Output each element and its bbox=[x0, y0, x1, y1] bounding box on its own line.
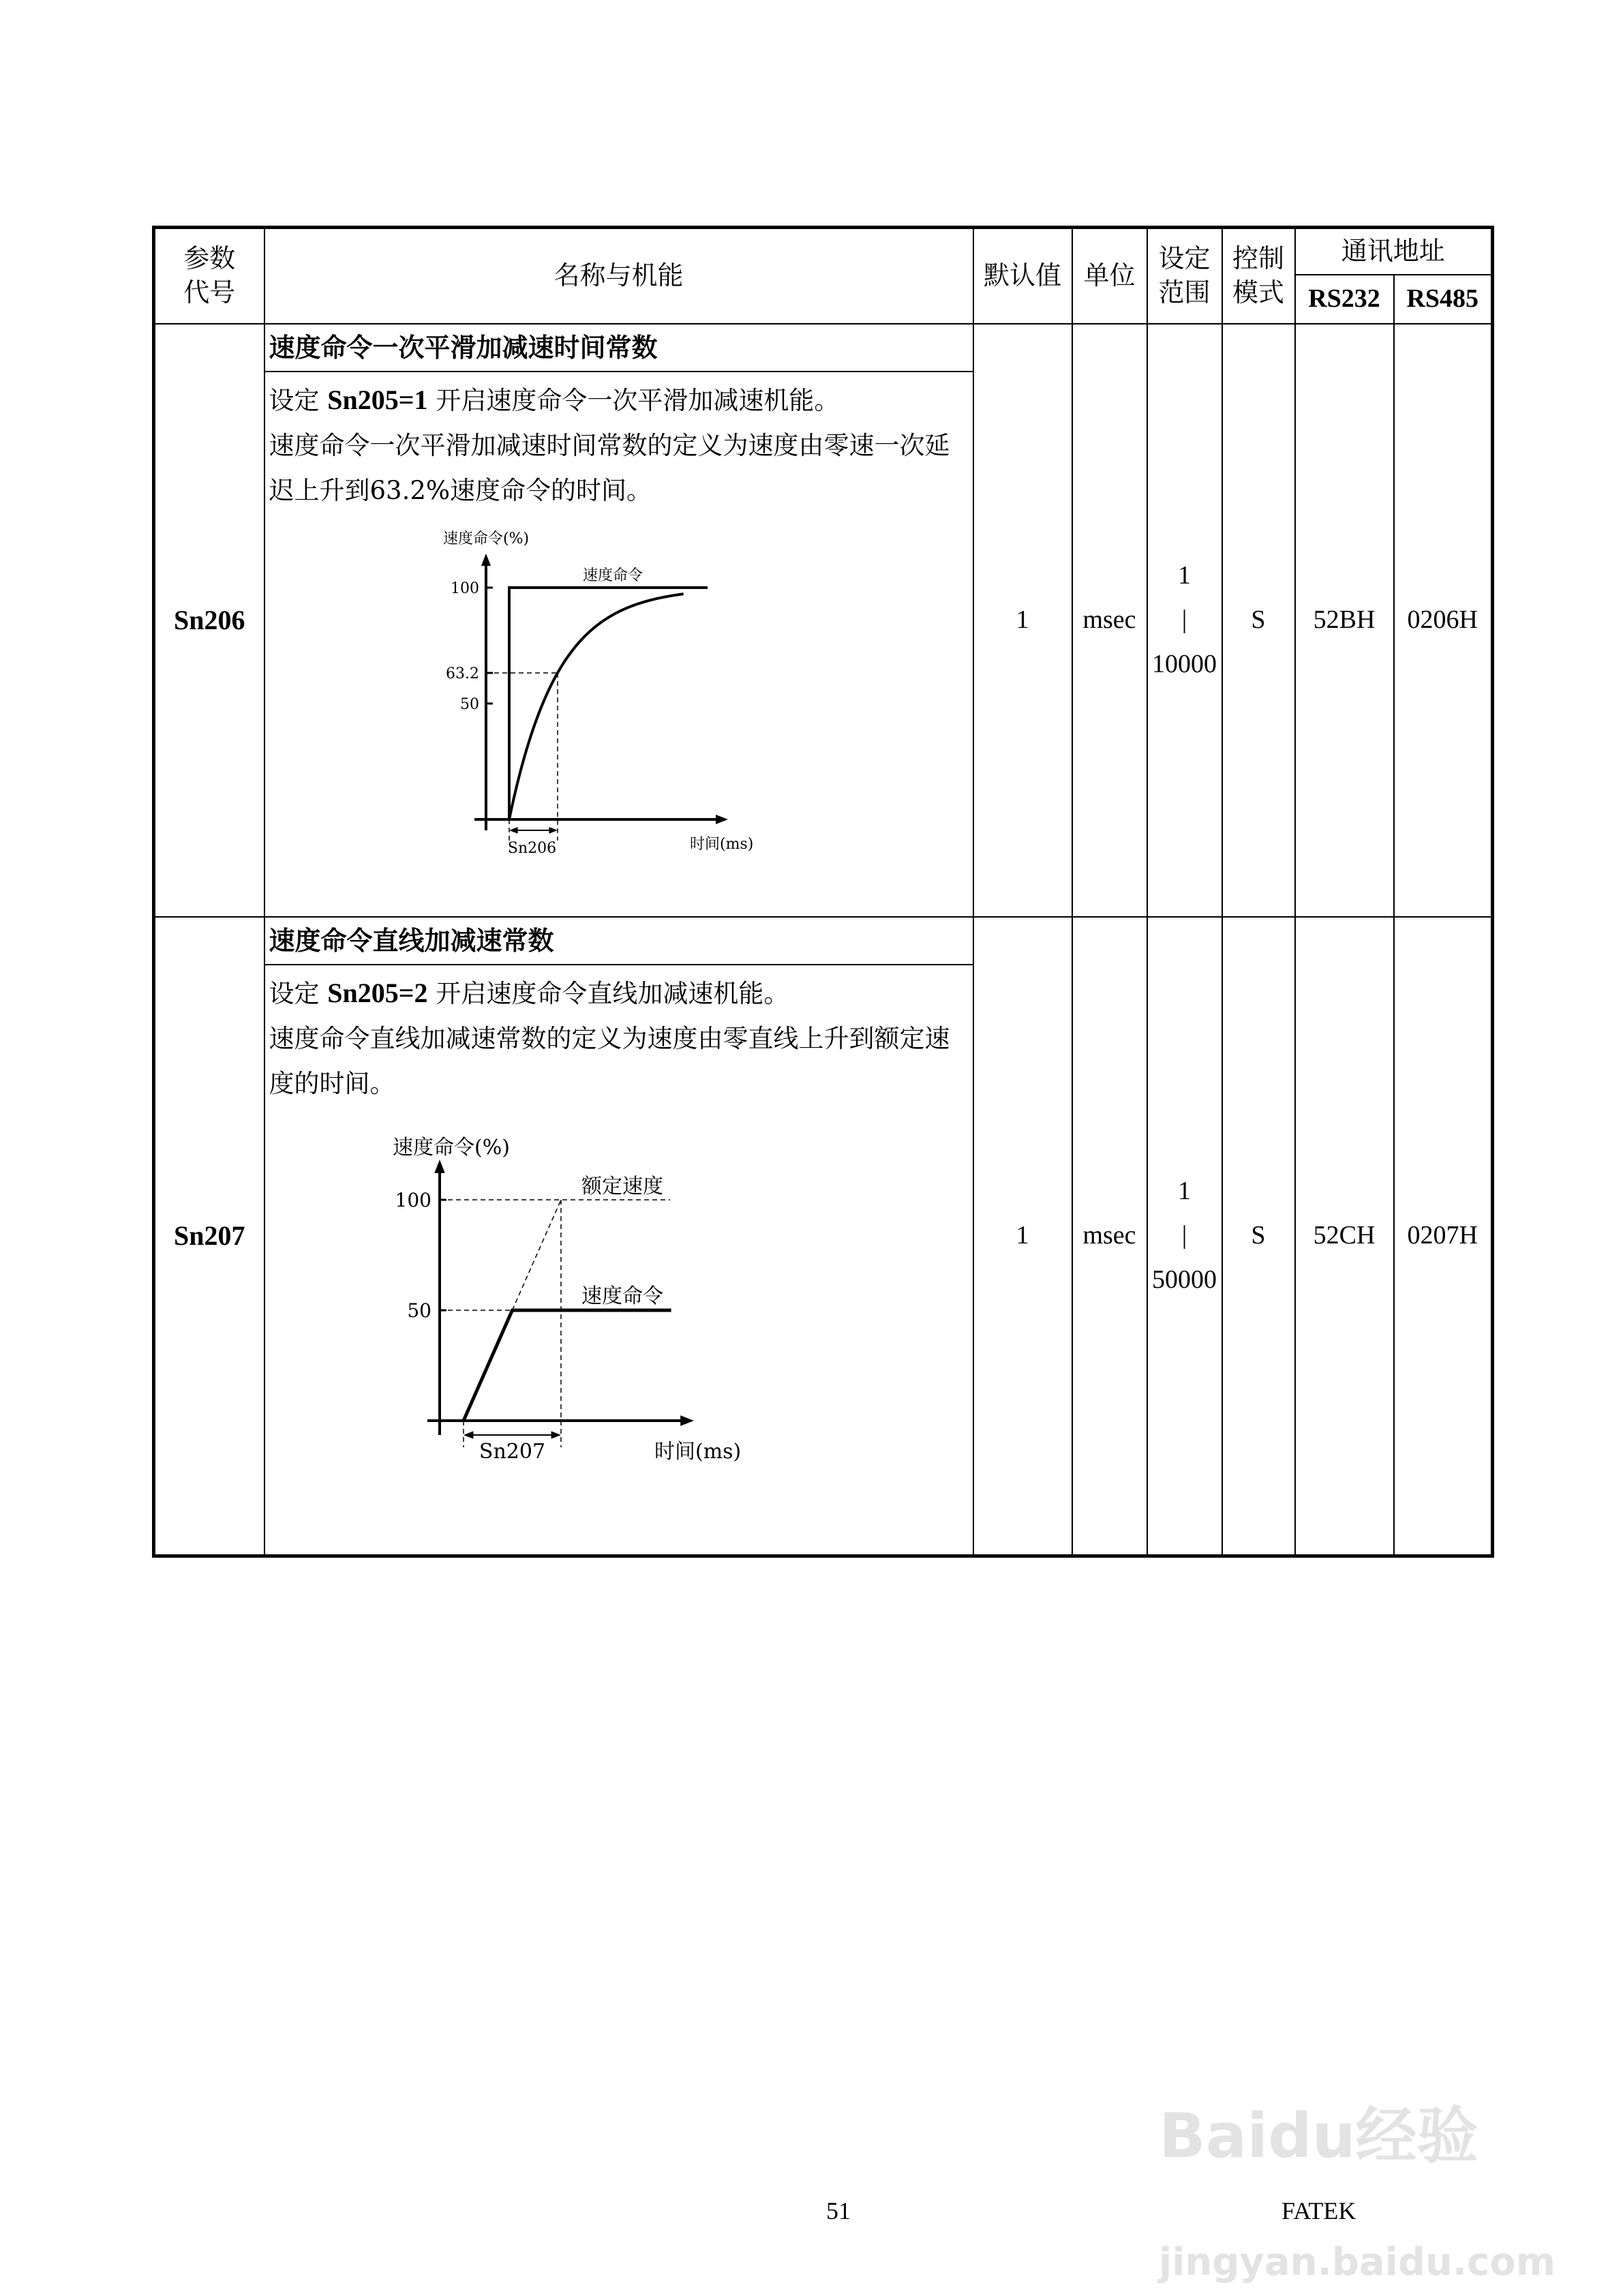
setting-value: Sn205=2 bbox=[327, 977, 428, 1008]
default-value: 1 bbox=[973, 917, 1072, 1556]
footer-brand: FATEK bbox=[1281, 2197, 1356, 2224]
parameter-table bbox=[152, 226, 1494, 1558]
rs232-address: 52BH bbox=[1295, 324, 1394, 917]
param-description bbox=[264, 324, 973, 917]
curve-label: 速度命令 bbox=[583, 567, 643, 584]
command-label: 速度命令 bbox=[581, 1284, 663, 1308]
interval-label: Sn206 bbox=[507, 840, 557, 857]
text: 设定 bbox=[269, 385, 328, 415]
range-max: 50000 bbox=[1152, 1265, 1217, 1295]
rated-speed-label: 额定速度 bbox=[581, 1175, 663, 1198]
y-tick-label: 63.2 bbox=[446, 665, 479, 683]
y-tick-label: 50 bbox=[407, 1299, 431, 1322]
range-value bbox=[1147, 324, 1222, 917]
range-sep: | bbox=[1181, 605, 1187, 634]
param-title: 速度命令一次平滑加减速时间常数 bbox=[265, 324, 973, 372]
range-min: 1 bbox=[1178, 561, 1191, 590]
header-text: 范围 bbox=[1158, 277, 1211, 307]
header-text: 设定 bbox=[1158, 243, 1211, 274]
header-param-code bbox=[154, 228, 264, 324]
range-min: 1 bbox=[1178, 1177, 1191, 1206]
y-axis-label: 速度命令(%) bbox=[443, 530, 530, 547]
rs485-address: 0206H bbox=[1394, 324, 1493, 917]
interval-label: Sn207 bbox=[479, 1440, 546, 1464]
header-text: 控制 bbox=[1232, 243, 1284, 274]
header-text: 代号 bbox=[183, 277, 236, 307]
watermark-logo: Baidu经验 bbox=[1159, 2100, 1478, 2172]
text: 速度命令一次平滑加减速时间常数的定义为速度由零速一次延迟上升到63.2%速度命令的时间。 bbox=[269, 430, 950, 505]
control-mode-value: S bbox=[1222, 917, 1295, 1556]
range-value bbox=[1147, 917, 1222, 1556]
header-control-mode bbox=[1222, 228, 1295, 324]
header-name-function: 名称与机能 bbox=[264, 228, 973, 324]
range-sep: | bbox=[1181, 1221, 1187, 1250]
watermark-url: jingyan.baidu.com bbox=[1159, 2240, 1556, 2284]
header-rs485: RS485 bbox=[1394, 275, 1493, 324]
unit-value: msec bbox=[1072, 917, 1147, 1556]
y-tick-label: 50 bbox=[460, 696, 479, 713]
unit-value: msec bbox=[1072, 324, 1147, 917]
text: 开启速度命令直线加减速机能。 bbox=[427, 978, 789, 1008]
param-description bbox=[264, 917, 973, 1556]
y-tick-label: 100 bbox=[451, 580, 479, 597]
header-comm-address: 通讯地址 bbox=[1295, 228, 1493, 275]
rs232-address: 52CH bbox=[1295, 917, 1394, 1556]
header-rs232: RS232 bbox=[1295, 275, 1394, 324]
header-text: 模式 bbox=[1232, 277, 1284, 307]
header-range bbox=[1147, 228, 1222, 324]
rs485-address: 0207H bbox=[1394, 917, 1493, 1556]
param-code: Sn206 bbox=[154, 324, 264, 917]
control-mode-value: S bbox=[1222, 324, 1295, 917]
header-unit: 单位 bbox=[1072, 228, 1147, 324]
y-tick-label: 100 bbox=[395, 1189, 431, 1211]
header-text: 参数 bbox=[183, 243, 236, 274]
text: 速度命令直线加减速常数的定义为速度由零直线上升到额定速度的时间。 bbox=[269, 1023, 950, 1098]
table-row bbox=[154, 917, 1493, 1556]
page-number: 51 bbox=[826, 2197, 851, 2224]
text: 开启速度命令一次平滑加减速机能。 bbox=[427, 385, 840, 415]
param-code: Sn207 bbox=[154, 917, 264, 1556]
text: 设定 bbox=[269, 978, 328, 1008]
param-title: 速度命令直线加减速常数 bbox=[265, 918, 973, 965]
y-axis-label: 速度命令(%) bbox=[393, 1136, 510, 1160]
range-max: 10000 bbox=[1152, 650, 1217, 678]
header-default: 默认值 bbox=[973, 228, 1072, 324]
setting-value: Sn205=1 bbox=[327, 384, 428, 415]
param-text bbox=[265, 965, 973, 1106]
x-axis-label: 时间(ms) bbox=[690, 836, 754, 853]
param-text bbox=[265, 372, 973, 513]
x-axis-label: 时间(ms) bbox=[654, 1440, 742, 1464]
table-row bbox=[154, 324, 1493, 917]
default-value: 1 bbox=[973, 324, 1072, 917]
